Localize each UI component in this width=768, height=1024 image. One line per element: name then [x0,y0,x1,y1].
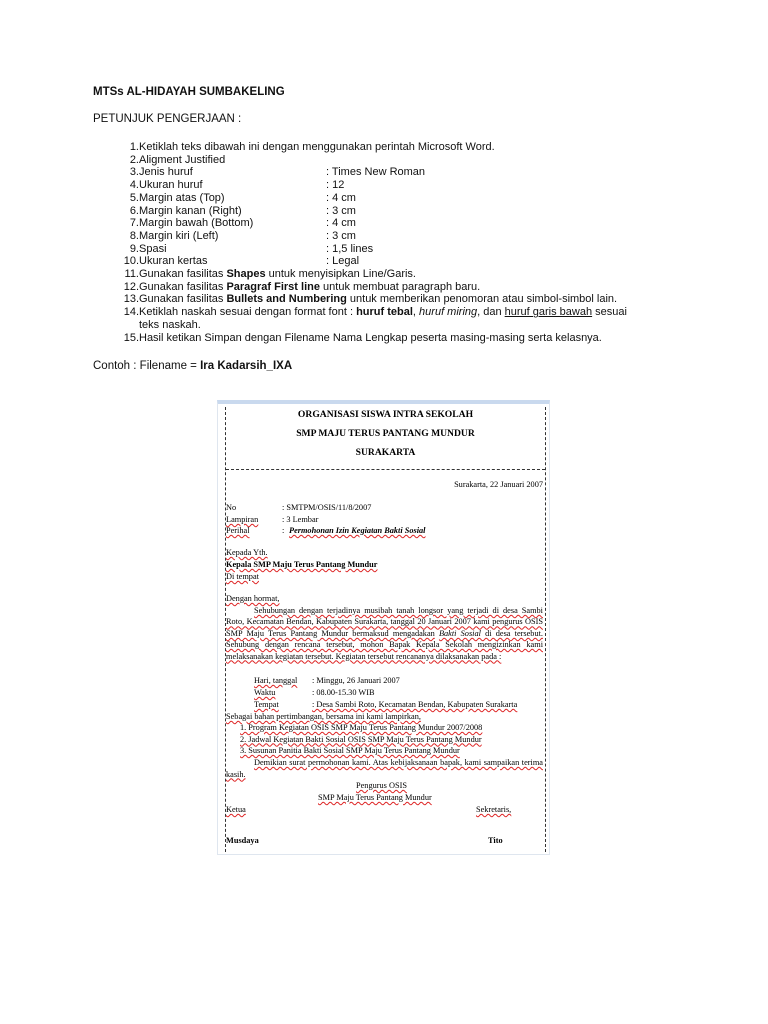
school-title: MTSs AL-HIDAYAH SUMBAKELING [93,86,285,98]
letter-subject: Permohonan Izin Kegiatan Bakti Sosial [289,526,426,535]
list-item: 11. Gunakan fasilitas Shapes untuk menyisipkan Line/Garis. [124,268,416,281]
attachment-list [240,722,482,757]
list-item: 8. Margin kiri (Left) : 3 cm [129,229,356,242]
list-item: 7. Margin bawah (Bottom) : 4 cm [129,217,356,230]
letter-date: Surakarta, 22 Januari 2007 [454,480,543,489]
sample-letter-image [217,400,550,855]
instructions-heading: PETUNJUK PENGERJAAN : [93,113,242,125]
list-item: 13. Gunakan fasilitas Bullets and Numbering untuk memberikan penomoran atau simbol-simbol lain. [123,293,618,306]
list-item: 6. Margin kanan (Right) : 3 cm [129,204,356,217]
list-item: 10. Ukuran kertas : Legal [123,255,360,268]
list-item: 2. Aligment Justified [129,153,226,166]
letter-body-paragraph: Sehubungan dengan terjadinya musibah tanah longsor yang terjadi di desa Sambi Roto, Kecamatan Bendan, Kabupaten Surakarta, tanggal 20 Januari 2007 kami pengurus OSIS SMP Maju Terus Pantang Mundur bermaksud mengadakan Bakti Sosial di desa tersebut. Sehubung dengan rencana tersebut, mohon Bapak Kepala Sekolah mengizinkan kami melaksanakan kegiatan tersebut. Kegiatan tersebut rencananya dilaksanakan pada : [226,606,543,661]
list-item: 9. Spasi : 1,5 lines [129,242,374,255]
letter-closing: Demikian surat permohonan kami. Atas kebijaksanaan bapak, kami sampaikan terima kasih. [226,758,543,779]
list-item: 1. Program Kegiatan OSIS SMP Maju Terus Pantang Mundur 2007/2008 [240,723,483,732]
letterhead-line-3: SURAKARTA [355,447,416,458]
letter-recipient: Kepala SMP Maju Terus Pantang Mundur [226,560,378,569]
sekretaris-name: Tito [488,836,503,845]
list-item: 2. Jadwal Kegiatan Bakti Sosial OSIS SMP Maju Terus Pantang Mundur [240,734,482,744]
list-item: 14. Ketiklah naskah sesuai dengan format font : huruf tebal, huruf miring, dan huruf garis bawah sesuai teks naskah. [123,306,627,331]
letterhead-divider [226,469,545,470]
ketua-name: Musdaya [226,836,259,845]
list-item: 1. Ketiklah teks dibawah ini dengan menggunakan perintah Microsoft Word. [129,141,495,153]
list-item: 5. Margin atas (Top) : 4 cm [129,191,356,204]
list-item: 15. Hasil ketikan Simpan dengan Filename Nama Lengkap peserta masing-masing serta kelasnya. [123,331,602,344]
example-filename: Contoh : Filename = Ira Kadarsih_IXA [93,360,293,372]
page-margin-frame: ORGANISASI SISWA INTRA SEKOLAH SMP MAJU TERUS PANTANG MUNDUR SURAKARTA Surakarta, 22 Januari 2007 No : SMTPM/OSIS/11/8/2007 Lampiran : 3 Lembar Perihal : Permohonan Izin Kegiatan Bakti Sosial Kepada Yth. Kepala SMP Maju Terus Pantang Mundur Di tempat Dengan hormat, Sehubungan dengan terjadinya musibah tanah longsor yang terjadi di desa Sambi Roto, Kecamatan Bendan, Kabupaten Surakarta, tanggal 20 Januari 2007 kami pengurus OSIS SMP Maju Terus Pantang Mundur bermaksud mengadakan Bakti Sosial di desa tersebut. Sehubung dengan rencana tersebut, mohon Bapak Kepala Sekolah mengizinkan kami melaksanakan kegiatan tersebut. Kegiatan tersebut rencananya dilaksanakan pada : Hari, tanggal : Minggu, 26 Januari 2007 Waktu : 08.00-15.30 WIB Tempat : Desa Sambi Roto, Kecamatan Bendan, Kabupaten Surakarta Sebagai bahan pertimbangan, bersama ini kami lampirkan, 1. Program Kegiatan OSIS SMP Maju Terus Pantang Mundur 2007/2008 2. Jadwal Kegiatan Bakti Sosial OSIS SMP Maju Terus Pantang Mundur 3. Susunan Panitia Bakti Sosial SMP Maju Terus Pantang Mundur Demikian surat permohonan kami. Atas kebijaksanaan bapak, kami sampaikan terima kasih. Pengurus OSIS SMP Maju Terus Pantang Mundur Ketua Sekretaris, Musdaya Tito [225,407,546,852]
list-item: 3. Susunan Panitia Bakti Sosial SMP Maju Terus Pantang Mundur [240,746,460,756]
letterhead-line-1: ORGANISASI SISWA INTRA SEKOLAH [297,409,474,420]
list-item: 12. Gunakan fasilitas Paragraf First line untuk membuat paragraph baru. [123,280,481,293]
instructions-list [113,141,673,344]
letterhead-line-2: SMP MAJU TERUS PANTANG MUNDUR [296,428,475,439]
list-item: 4. Ukuran huruf : 12 [129,179,345,192]
list-item: 3. Jenis huruf : Times New Roman [129,166,426,179]
example-filename-value: Ira Kadarsih_IXA [200,360,293,372]
